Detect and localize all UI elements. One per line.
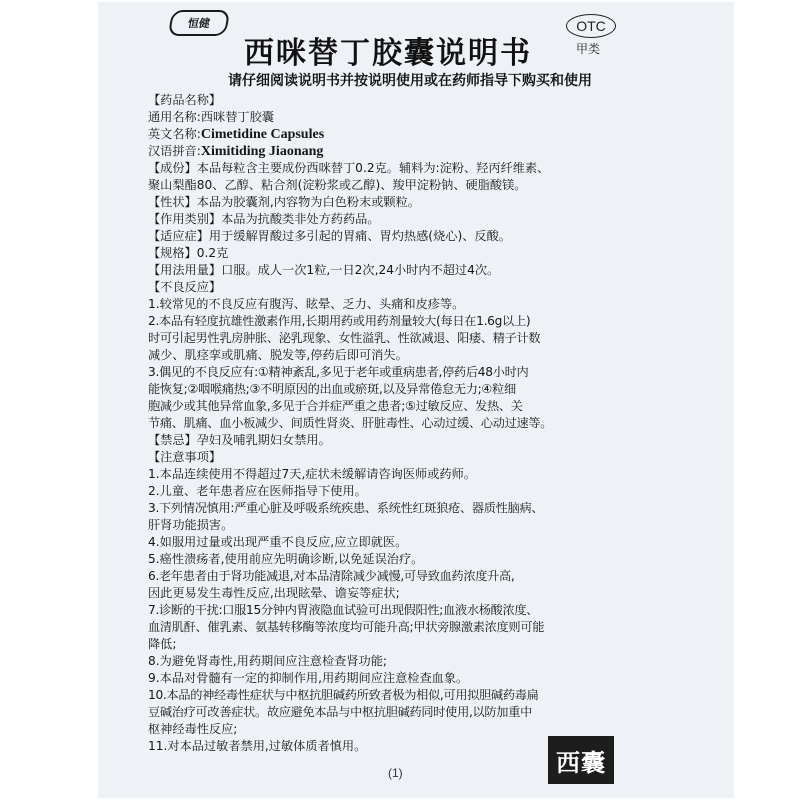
english-name-line: [148, 126, 626, 143]
brand-logo-text: 恒健: [186, 17, 212, 30]
adverse-item: 时可引起男性乳房肿胀、泌乳现象、女性溢乳、性欲减退、阳痿、精子计数: [148, 331, 541, 345]
category-line: 【作用类别】本品为抗酸类非处方药药品。: [148, 212, 380, 226]
precaution-item: 枢神经毒性反应;: [148, 722, 238, 736]
precaution-item: 5.癌性溃疡者,使用前应先明确诊断,以免延误治疗。: [148, 552, 424, 566]
indications-line: 【适应症】用于缓解胃酸过多引起的胃痛、胃灼热感(烧心)、反酸。: [148, 229, 511, 243]
contraindication-line: 【禁忌】孕妇及哺乳期妇女禁用。: [148, 433, 331, 447]
precaution-item: 6.老年患者由于肾功能减退,对本品清除减少减慢,可导致血药浓度升高,: [148, 569, 515, 583]
precaution-item: 8.为避免肾毒性,用药期间应注意检查肾功能;: [148, 654, 387, 668]
spec-line: 【规格】0.2克: [148, 246, 229, 260]
adverse-item: 1.较常见的不良反应有腹泻、眩晕、乏力、头痛和皮疹等。: [148, 297, 465, 311]
leaflet-content: [148, 92, 626, 755]
english-name-value: Cimetidine Capsules: [200, 127, 325, 142]
adverse-item: 2.本品有轻度抗雄性激素作用,长期用药或用药剂量较大(每日在1.6g以上): [148, 314, 531, 328]
otc-class: 甲类: [576, 42, 601, 56]
precaution-item: 豆碱治疗可改善症状。故应避免本品与中枢抗胆碱药同时使用,以防加重中: [148, 705, 532, 719]
precaution-item: 4.如服用过量或出现严重不良反应,应立即就医。: [148, 535, 408, 549]
adverse-item: 节痛、肌痛、血小板减少、间质性肾炎、肝脏毒性、心动过缓、心动过速等。: [148, 416, 553, 430]
generic-name-value: 西咪替丁胶囊: [200, 110, 274, 124]
section-heading: 【药品名称】: [148, 93, 222, 107]
precaution-item: 10.本品的神经毒性症状与中枢抗胆碱药所致者极为相似,可用拟胆碱药毒扁: [148, 688, 539, 702]
precaution-item: 2.儿童、老年患者应在医师指导下使用。: [148, 484, 367, 498]
adverse-item: 胞减少或其他异常血象,多见于合并症严重之患者;⑤过敏反应、发热、关: [148, 399, 523, 413]
otc-label: OTC: [576, 18, 606, 34]
generic-name-line: [148, 109, 626, 126]
pinyin-line: [148, 143, 626, 160]
section-heading: 【不良反应】: [148, 280, 222, 294]
adverse-item: 减少、肌痉挛或肌痛、脱发等,停药后即可消失。: [148, 348, 408, 362]
document-title: 西咪替丁胶囊说明书: [244, 36, 532, 71]
generic-name-label: 通用名称:: [148, 110, 201, 124]
page-number: (1): [388, 766, 403, 780]
precaution-item: 7.诊断的干扰:口服15分钟内胃液隐血试验可出现假阳性;血液水杨酸浓度、: [148, 603, 539, 617]
adverse-item: 3.偶见的不良反应有:①精神紊乱,多见于老年或重病患者,停药后48小时内: [148, 365, 529, 379]
properties-line: 【性状】本品为胶囊剂,内容物为白色粉末或颗粒。: [148, 195, 420, 209]
pinyin-label: 汉语拼音:: [148, 144, 201, 158]
precaution-item: 9.本品对骨髓有一定的抑制作用,用药期间应注意检查血象。: [148, 671, 469, 685]
otc-badge: [566, 14, 616, 38]
dosage-line: 【用法用量】口服。成人一次1粒,一日2次,24小时内不超过4次。: [148, 263, 500, 277]
adverse-item: 能恢复;②咽喉痛热;③不明原因的出血或瘀斑,以及异常倦怠无力;④粒细: [148, 382, 516, 396]
precaution-item: 3.下列情况慎用:严重心脏及呼吸系统疾患、系统性红斑狼疮、器质性脑病、: [148, 501, 544, 515]
precaution-item: 1.本品连续使用不得超过7天,症状未缓解请咨询医师或药师。: [148, 467, 476, 481]
ingredients-line: 【成份】本品每粒含主要成份西咪替丁0.2克。辅料为:淀粉、羟丙纤维素、: [148, 161, 550, 175]
precaution-item: 因此更易发生毒性反应,出现眩晕、谵妄等症状;: [148, 586, 400, 600]
english-name-label: 英文名称:: [148, 127, 201, 141]
precaution-item: 血清肌酐、催乳素、氨基转移酶等浓度均可能升高;甲状旁腺激素浓度则可能: [148, 620, 545, 634]
pinyin-value: Ximitiding Jiaonang: [200, 144, 324, 159]
precaution-item: 肝肾功能损害。: [148, 518, 234, 532]
ingredients-line: 聚山梨酯80、乙醇、粘合剂(淀粉浆或乙醇)、羧甲淀粉钠、硬脂酸镁。: [148, 178, 527, 192]
product-stamp: 西囊: [548, 736, 614, 784]
section-heading: 【注意事项】: [148, 450, 222, 464]
usage-warning: 请仔细阅读说明书并按说明使用或在药师指导下购买和使用: [228, 73, 592, 89]
precaution-item: 降低;: [148, 637, 177, 651]
precaution-item: 11.对本品过敏者禁用,过敏体质者慎用。: [148, 739, 367, 753]
